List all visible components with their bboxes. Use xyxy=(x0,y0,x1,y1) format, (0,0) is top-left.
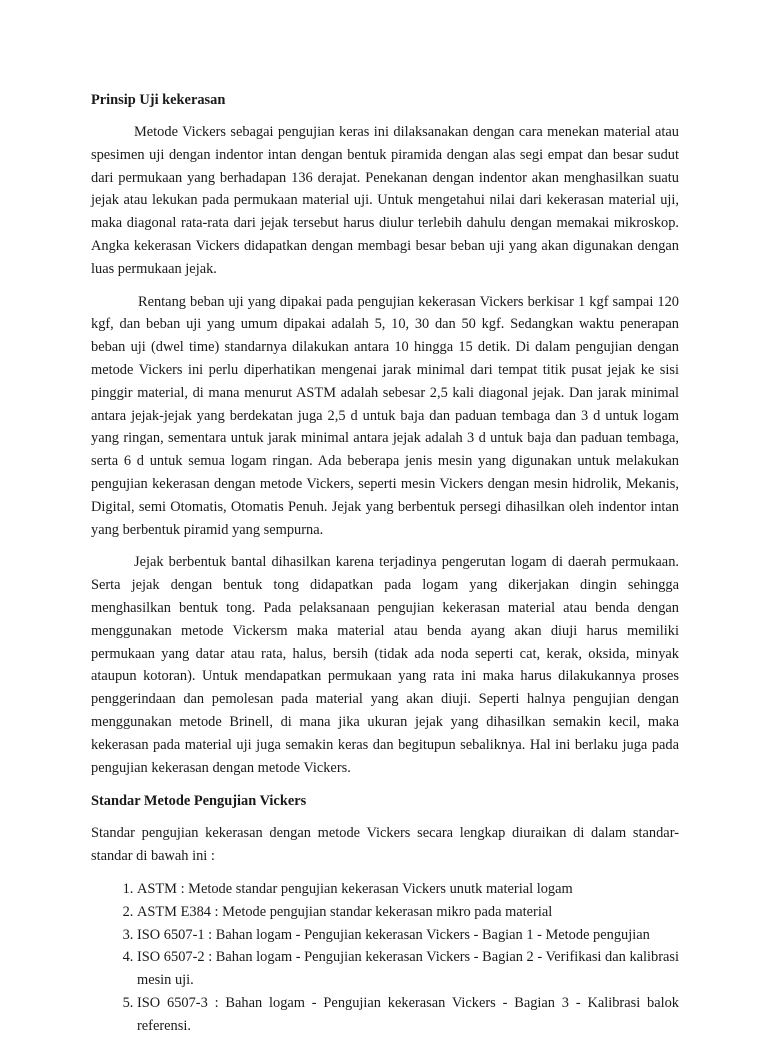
paragraph-1: Metode Vickers sebagai pengujian keras ini dilaksanakan dengan cara menekan material atau spesimen uji dengan indentor intan dengan bentuk piramida dengan alas segi empat dan besar sudut dari permukaan yang berhadapan 136 derajat. Penekanan dengan indentor akan menghasilkan suatu jejak atau lekukan pada permukaan material uji. Untuk mengetahui nilai dari kekerasan material uji, maka diagonal rata-rata dari jejak tersebut harus diulur terlebih dahulu dengan memakai mikroskop. Angka kekerasan Vickers didapatkan dengan membagi besar beban uji yang akan digunakan dengan luas permukaan jejak. xyxy=(91,124,679,277)
list-item: 1. ASTM : Metode standar pengujian kekerasan Vickers unutk material logam xyxy=(137,878,679,901)
paragraph-intro-standards: Standar pengujian kekerasan dengan metode Vickers secara lengkap diuraikan di dalam standar-standar di bawah ini : xyxy=(91,825,679,865)
list-item: 2. ASTM E384 : Metode pengujian standar kekerasan mikro pada material xyxy=(137,901,679,924)
list-item: 3. ISO 6507-1 : Bahan logam - Pengujian kekerasan Vickers - Bagian 1 - Metode pengujian xyxy=(137,924,679,947)
list-item: 4. ISO 6507-2 : Bahan logam - Pengujian kekerasan Vickers - Bagian 2 - Verifikasi dan kalibrasi mesin uji. xyxy=(137,946,679,992)
paragraph-3: Jejak berbentuk bantal dihasilkan karena terjadinya pengerutan logam di daerah permukaan. Serta jejak dengan bentuk tong didapatkan pada logam yang dikerjakan dingin sehingga menghasilkan bentuk tong. Pada pelaksanaan pengujian kekerasan material atau benda dengan menggunakan metode Vickersm maka material atau benda ayang akan diuji harus memiliki permukaan yang datar atau rata, halus, bersih (tidak ada noda seperti cat, kerak, oksida, minyak ataupun kotoran). Untuk mendapatkan permukaan yang rata ini maka harus dilakukannya proses penggerindaan dan pemolesan pada material yang akan diuji. Seperti halnya pengujian dengan menggunakan metode Brinell, di mana jika ukuran jejak yang dihasilkan semakin kecil, maka kekerasan pada material uji juga semakin keras dan begitupun sebaliknya. Hal ini berlaku juga pada pengujian kekerasan dengan metode Vickers. xyxy=(91,554,679,776)
paragraph-2: Rentang beban uji yang dipakai pada pengujian kekerasan Vickers berkisar 1 kgf sampai 120 kgf, dan beban uji yang umum dipakai adalah 5, 10, 30 dan 50 kgf. Sedangkan waktu penerapan beban uji (dwel time) standarnya dilakukan antara 10 hingga 15 detik. Di dalam pengujian dengan metode Vickers ini perlu diperhatikan mengenai jarak minimal dari tempat titik pusat jejak ke sisi pinggir material, di mana menurut ASTM adalah sebesar 2,5 kali diagonal jejak. Dan jarak minimal antara jejak-jejak yang berdekatan juga 2,5 d untuk baja dan paduan tembaga dan 3 d untuk logam yang ringan, sementara untuk jarak minimal antara jejak adalah 3 d untuk baja dan paduan tembaga, serta 6 d untuk semua logam ringan. Ada beberapa jenis mesin yang digunakan untuk melakukan pengujian kekerasan dengan metode Vickers, seperti mesin Vickers dengan mesin hidrolik, Mekanis, Digital, semi Otomatis, Otomatis Penuh. Jejak yang berbentuk persegi dihasilkan oleh indentor intan yang berbentuk piramid yang sempurna. xyxy=(91,293,679,538)
section-heading-standar: Standar Metode Pengujian Vickers xyxy=(91,793,307,810)
section-heading-prinsip: Prinsip Uji kekerasan xyxy=(91,92,226,108)
list-item: 5. ISO 6507-3 : Bahan logam - Pengujian kekerasan Vickers - Bagian 3 - Kalibrasi balok referensi. xyxy=(137,992,679,1037)
standards-list xyxy=(91,878,679,1037)
document-page xyxy=(91,88,679,1037)
